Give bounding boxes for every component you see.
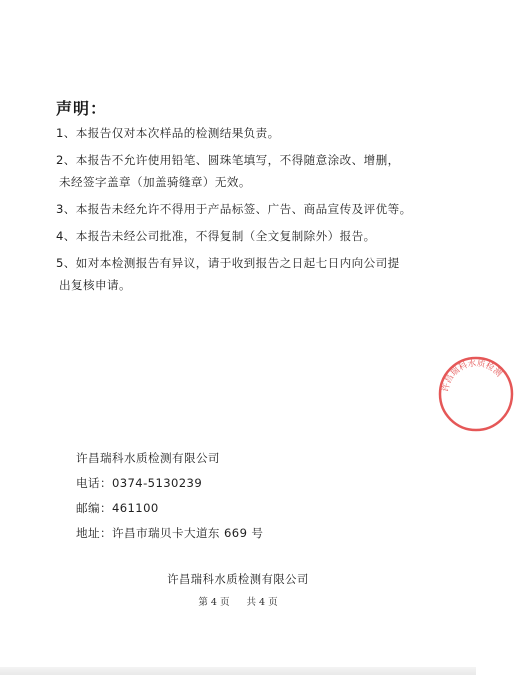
contact-phone: 电话：0374-5130239 <box>76 476 203 490</box>
contact-company-name: 许昌瑞科水质检测有限公司 <box>76 451 220 465</box>
svg-text:许昌瑞科水质检测: 许昌瑞科水质检测 <box>440 358 504 393</box>
footer-page-number <box>0 594 476 608</box>
page-current: 第 4 页 <box>198 597 230 608</box>
footer-company-name: 许昌瑞科水质检测有限公司 <box>167 573 309 586</box>
clause-text: 3、本报告未经允许不得用于产品标签、广告、商品宣传及评优等。 <box>56 202 412 216</box>
clause-item <box>56 252 426 296</box>
clause-text: 5、如对本检测报告有异议，请于收到报告之日起七日内向公司提 <box>56 256 400 270</box>
company-seal <box>436 354 516 434</box>
clause-continuation: 出复核申请。 <box>59 278 131 292</box>
contact-address: 地址：许昌市瑞贝卡大道东 669 号 <box>76 526 264 540</box>
contact-block <box>76 446 263 546</box>
clause-item <box>56 149 426 193</box>
contact-postcode: 邮编：461100 <box>76 501 159 515</box>
page-edge-shadow <box>0 667 476 675</box>
clause-item <box>56 225 426 247</box>
declaration-heading: 声明： <box>56 99 108 118</box>
clause-item <box>56 198 426 220</box>
clause-text: 2、本报告不允许使用铅笔、圆珠笔填写，不得随意涂改、增删， <box>56 153 400 167</box>
clause-continuation: 未经签字盖章（加盖骑缝章）无效。 <box>59 175 251 189</box>
declaration-list <box>56 122 426 301</box>
page-total: 共 4 页 <box>246 597 278 608</box>
clause-text: 4、本报告未经公司批准，不得复制（全文复制除外）报告。 <box>56 229 376 243</box>
clause-text: 1、本报告仅对本次样品的检测结果负责。 <box>56 126 280 140</box>
clause-item <box>56 122 426 144</box>
